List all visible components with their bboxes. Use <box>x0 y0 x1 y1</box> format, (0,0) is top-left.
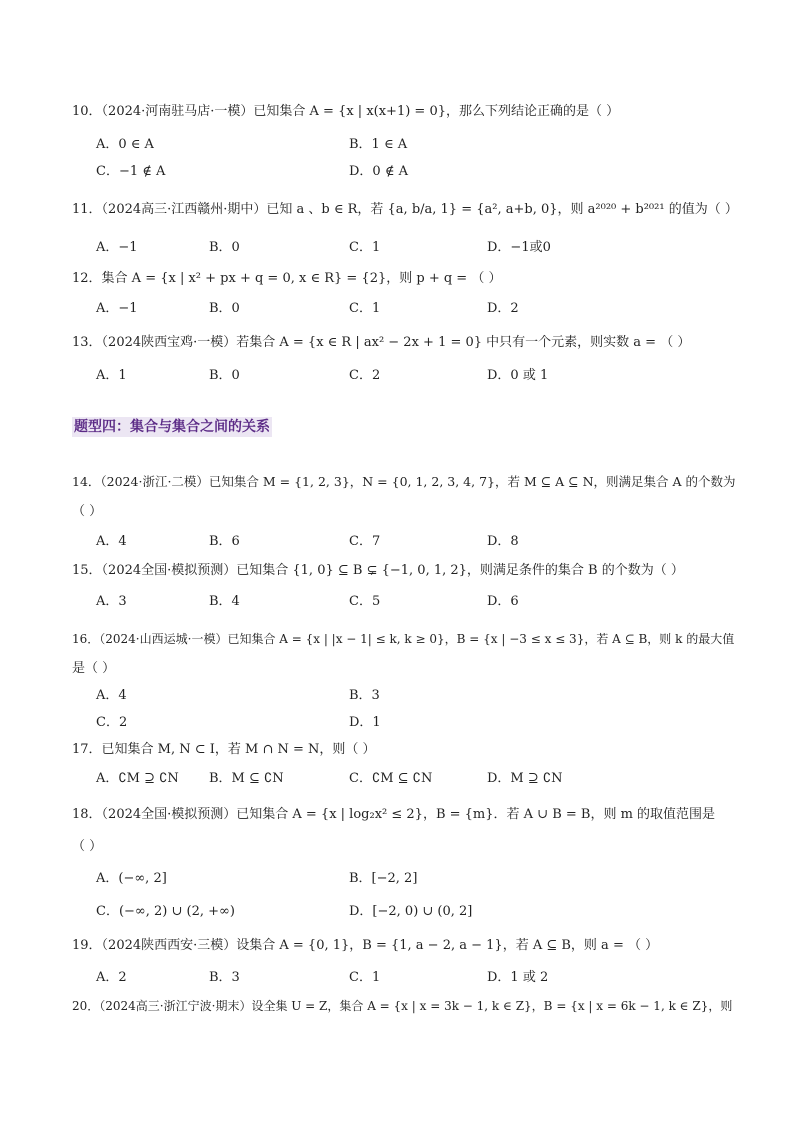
question-14-option-b[interactable]: B．6 <box>209 534 240 549</box>
question-19-option-a[interactable]: A．2 <box>96 970 127 985</box>
question-15-option-b[interactable]: B．4 <box>209 594 240 609</box>
question-10-stem: 10．（2024·河南驻马店·一模）已知集合 A = {x | x(x+1) = 0}，那么下列结论正确的是（ ） <box>72 104 620 119</box>
question-14-option-c[interactable]: C．7 <box>349 534 381 549</box>
question-13-stem: 13．（2024陕西宝鸡·一模）若集合 A = {x ∈ R | ax² − 2x + 1 = 0} 中只有一个元素，则实数 a = （ ） <box>72 335 691 350</box>
question-11-option-d[interactable]: D．−1或0 <box>487 240 551 255</box>
question-15-stem: 15．（2024全国·模拟预测）已知集合 {1, 0} ⊆ B ⊊ {−1, 0, 1, 2}，则满足条件的集合 B 的个数为（ ） <box>72 563 684 578</box>
question-17-option-a[interactable]: A．∁M ⊇ ∁N <box>96 771 179 786</box>
question-16-option-c[interactable]: C．2 <box>96 715 128 730</box>
question-13-option-a[interactable]: A．1 <box>96 368 127 383</box>
question-10-option-b[interactable]: B．1 ∈ A <box>349 137 408 152</box>
question-18-option-a[interactable]: A．(−∞, 2] <box>96 871 167 886</box>
question-13-option-d[interactable]: D．0 或 1 <box>487 368 549 383</box>
question-12-stem: 12．集合 A = {x | x² + px + q = 0, x ∈ R} = {2}，则 p + q = （ ） <box>72 271 502 286</box>
question-12-option-b[interactable]: B．0 <box>209 301 240 316</box>
question-18-option-c[interactable]: C．(−∞, 2) ∪ (2, +∞) <box>96 904 235 919</box>
question-10-option-a[interactable]: A．0 ∈ A <box>96 137 154 152</box>
question-14-stem: 14．（2024·浙江·二模）已知集合 M = {1, 2, 3}，N = {0, 1, 2, 3, 4, 7}，若 M ⊆ A ⊆ N，则满足集合 A 的个数为 <box>72 474 736 489</box>
question-12-option-a[interactable]: A．−1 <box>96 301 138 316</box>
question-19-stem: 19．（2024陕西西安·三模）设集合 A = {0, 1}，B = {1, a − 2, a − 1}，若 A ⊆ B，则 a = （ ） <box>72 938 659 953</box>
question-15-option-c[interactable]: C．5 <box>349 594 381 609</box>
question-18-stem: 18．（2024全国·模拟预测）已知集合 A = {x | log₂x² ≤ 2}，B = {m}．若 A ∪ B = B，则 m 的取值范围是 <box>72 807 716 822</box>
question-14-option-d[interactable]: D．8 <box>487 534 519 549</box>
question-19-option-d[interactable]: D．1 或 2 <box>487 970 549 985</box>
question-16-option-b[interactable]: B．3 <box>349 688 380 703</box>
question-16-stem: 16．（2024·山西运城·一模）已知集合 A = {x | |x − 1| ≤ k, k ≥ 0}，B = {x | −3 ≤ x ≤ 3}，若 A ⊆ B，则 k 的最大值 <box>72 632 735 646</box>
question-13-option-c[interactable]: C．2 <box>349 368 381 383</box>
question-10-option-c[interactable]: C．−1 ∉ A <box>96 164 166 179</box>
question-17-option-c[interactable]: C．∁M ⊆ ∁N <box>349 771 433 786</box>
section-title: 题型四：集合与集合之间的关系 <box>74 419 270 435</box>
question-17-option-d[interactable]: D．M ⊇ ∁N <box>487 771 563 786</box>
question-18-option-d[interactable]: D．[−2, 0) ∪ (0, 2] <box>349 904 473 919</box>
question-12-option-c[interactable]: C．1 <box>349 301 381 316</box>
question-12-option-d[interactable]: D．2 <box>487 301 519 316</box>
question-11-option-a[interactable]: A．−1 <box>96 240 138 255</box>
question-18-stem-continued: （ ） <box>72 839 103 854</box>
question-17-option-b[interactable]: B．M ⊆ ∁N <box>209 771 284 786</box>
question-17-stem: 17．已知集合 M, N ⊂ I，若 M ∩ N = N，则（ ） <box>72 742 376 757</box>
question-16-option-d[interactable]: D．1 <box>349 715 381 730</box>
question-13-option-b[interactable]: B．0 <box>209 368 240 383</box>
question-11-option-c[interactable]: C．1 <box>349 240 381 255</box>
question-11-stem: 11．（2024高三·江西赣州·期中）已知 a 、b ∈ R，若 {a, b/a, 1} = {a², a+b, 0}，则 a²⁰²⁰ + b²⁰²¹ 的值为（ ） <box>72 202 738 217</box>
question-20-stem: 20．（2024高三·浙江宁波·期末）设全集 U = Z，集合 A = {x | x = 3k − 1, k ∈ Z}，B = {x | x = 6k − 1, k ∈ Z}，则 <box>72 999 733 1013</box>
question-10-option-d[interactable]: D．0 ∉ A <box>349 164 408 179</box>
question-14-stem-continued: （ ） <box>72 504 103 519</box>
question-16-stem-continued: 是（ ） <box>72 661 116 676</box>
question-19-option-b[interactable]: B．3 <box>209 970 240 985</box>
question-18-option-b[interactable]: B．[−2, 2] <box>349 871 418 886</box>
question-16-option-a[interactable]: A．4 <box>96 688 127 703</box>
question-11-option-b[interactable]: B．0 <box>209 240 240 255</box>
question-19-option-c[interactable]: C．1 <box>349 970 381 985</box>
question-15-option-d[interactable]: D．6 <box>487 594 519 609</box>
question-14-option-a[interactable]: A．4 <box>96 534 127 549</box>
question-15-option-a[interactable]: A．3 <box>96 594 127 609</box>
